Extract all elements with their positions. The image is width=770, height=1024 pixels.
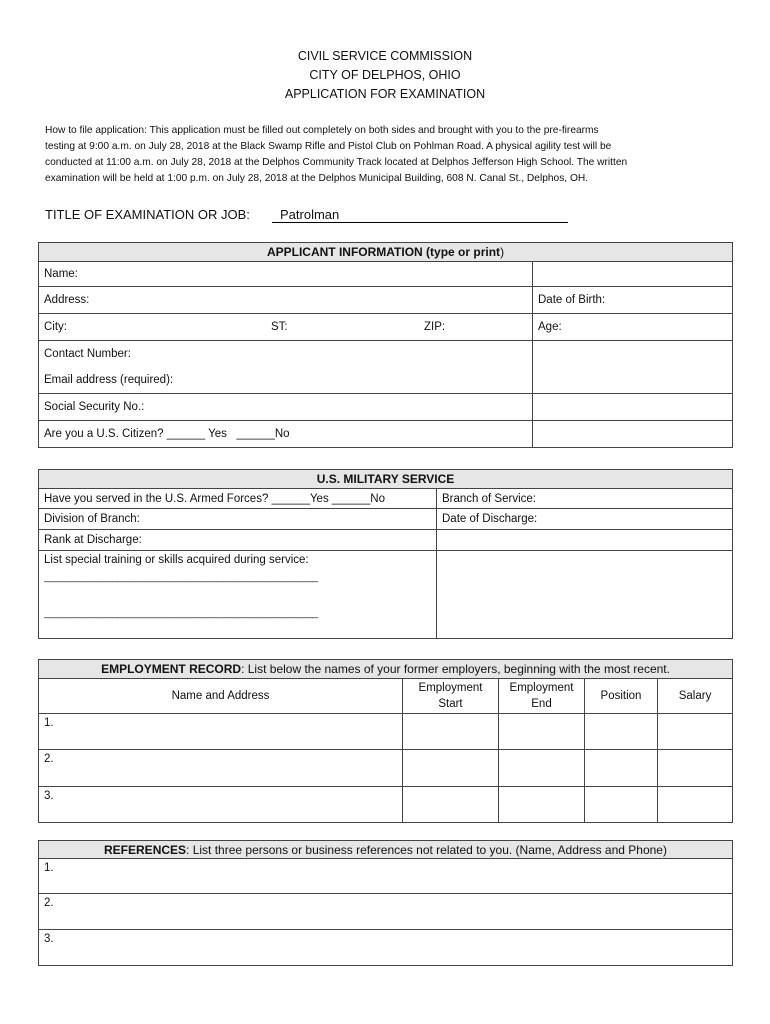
salary-cell[interactable]: [658, 787, 733, 823]
citizen-field[interactable]: [39, 421, 533, 448]
instructions-paragraph: [45, 123, 705, 187]
position-cell[interactable]: [585, 750, 658, 787]
table-row: [39, 787, 733, 823]
job-title-field[interactable]: Patrolman: [272, 207, 568, 223]
served-no-label: No: [370, 492, 385, 505]
employment-start-cell[interactable]: [403, 750, 499, 787]
name-label: Name:: [44, 268, 78, 280]
employment-end-cell[interactable]: [499, 714, 585, 750]
division-label: Division of Branch:: [44, 513, 140, 525]
name-extra-cell[interactable]: [533, 262, 733, 287]
ssn-label: Social Security No.:: [44, 401, 145, 413]
dob-label: Date of Birth:: [538, 294, 606, 306]
applicant-information-table: [38, 242, 733, 448]
citizen-extra-cell[interactable]: [533, 421, 733, 448]
served-yes-label: Yes: [309, 492, 329, 505]
position-cell[interactable]: [585, 714, 658, 750]
employer-name-cell[interactable]: 3.: [39, 787, 403, 823]
served-no-blank[interactable]: ______: [331, 492, 371, 505]
list-item: [39, 859, 733, 894]
training-label: List special training or skills acquired during service:: [44, 554, 309, 566]
ssn-extra-cell[interactable]: [533, 394, 733, 421]
col-position: Position: [585, 679, 658, 714]
header-line-3: APPLICATION FOR EXAMINATION: [284, 87, 486, 101]
email-label: Email address (required):: [44, 374, 174, 386]
instructions-line: testing at 9:00 a.m. on July 28, 2018 at the Black Swamp Rifle and Pistol Club on Pohlman Road. A physical agility test will be: [45, 141, 612, 152]
col-employment-end: Employment End: [499, 679, 585, 714]
state-label: ST:: [271, 321, 288, 333]
discharge-date-label: Date of Discharge:: [442, 513, 538, 525]
name-field[interactable]: [39, 262, 533, 287]
rank-extra-cell[interactable]: [437, 530, 733, 551]
employer-name-cell[interactable]: 1.: [39, 714, 403, 750]
salary-cell[interactable]: [658, 750, 733, 787]
reference-cell[interactable]: 1.: [39, 859, 733, 894]
served-field[interactable]: [39, 489, 437, 509]
training-field[interactable]: [39, 551, 437, 639]
division-field[interactable]: [39, 509, 437, 530]
references-section-heading: REFERENCES: List three persons or business references not related to you. (Name, Address and Phone): [39, 841, 733, 859]
instructions-line: How to file application: This application must be filled out completely on both sides and brought with you to the pre-firearms: [45, 125, 599, 136]
citizen-yes-label: Yes: [208, 428, 227, 440]
employment-start-cell[interactable]: [403, 714, 499, 750]
citizen-no-blank[interactable]: ______: [236, 428, 275, 440]
table-row: [39, 714, 733, 750]
employment-start-cell[interactable]: [403, 787, 499, 823]
table-row: [39, 750, 733, 787]
employment-section-heading: EMPLOYMENT RECORD: List below the names of your former employers, beginning with the most recent.: [39, 660, 733, 679]
city-state-zip-field[interactable]: [39, 314, 533, 341]
citizen-question: Are you a U.S. Citizen?: [44, 428, 164, 440]
salary-cell[interactable]: [658, 714, 733, 750]
contact-email-field[interactable]: [39, 341, 533, 394]
served-question: Have you served in the U.S. Armed Forces?: [44, 492, 269, 505]
zip-label: ZIP:: [424, 321, 446, 333]
contact-number-label: Contact Number:: [44, 348, 131, 360]
discharge-date-field[interactable]: [437, 509, 733, 530]
served-yes-blank[interactable]: ______: [271, 492, 310, 505]
military-service-table: [38, 469, 733, 639]
dob-field[interactable]: [533, 287, 733, 314]
col-employment-start: Employment Start: [403, 679, 499, 714]
employment-record-table: [38, 659, 733, 823]
instructions-line: conducted at 11:00 a.m. on July 28, 2018 at the Delphos Community Track located at Delphos Jefferson High School. The written: [45, 157, 628, 168]
employment-end-cell[interactable]: [499, 787, 585, 823]
list-item: [39, 930, 733, 966]
rank-label: Rank at Discharge:: [44, 534, 142, 546]
age-label: Age:: [538, 321, 562, 333]
military-section-heading: U.S. MILITARY SERVICE: [39, 470, 733, 489]
reference-cell[interactable]: 2.: [39, 894, 733, 930]
employment-end-cell[interactable]: [499, 750, 585, 787]
branch-label: Branch of Service:: [442, 492, 536, 505]
address-label: Address:: [44, 294, 90, 306]
header-line-1: CIVIL SERVICE COMMISSION: [297, 49, 473, 63]
citizen-yes-blank[interactable]: ______: [166, 428, 206, 440]
header-line-2: CITY OF DELPHOS, OHIO: [309, 68, 461, 82]
references-table: [38, 840, 733, 966]
instructions-line: examination will be held at 1:00 p.m. on July 28, 2018 at the Delphos Municipal Building, 608 N. Canal St., Delphos, OH.: [45, 173, 589, 184]
col-salary: Salary: [658, 679, 733, 714]
employer-name-cell[interactable]: 2.: [39, 750, 403, 787]
job-title-label: TITLE OF EXAMINATION OR JOB:: [45, 207, 250, 222]
training-line-1[interactable]: ____________________________________________________: [44, 572, 318, 583]
training-extra-cell[interactable]: [437, 551, 733, 639]
branch-field[interactable]: [437, 489, 733, 509]
citizen-no-label: No: [274, 428, 290, 440]
position-cell[interactable]: [585, 787, 658, 823]
city-label: City:: [44, 321, 67, 333]
applicant-section-heading: APPLICANT INFORMATION (type or print): [39, 243, 733, 262]
reference-cell[interactable]: 3.: [39, 930, 733, 966]
address-field[interactable]: [39, 287, 533, 314]
age-field[interactable]: [533, 314, 733, 341]
training-line-2[interactable]: ____________________________________________________: [44, 608, 318, 619]
contact-extra-cell[interactable]: [533, 341, 733, 394]
ssn-field[interactable]: [39, 394, 533, 421]
col-name-address: Name and Address: [39, 679, 403, 714]
list-item: [39, 894, 733, 930]
rank-field[interactable]: [39, 530, 437, 551]
